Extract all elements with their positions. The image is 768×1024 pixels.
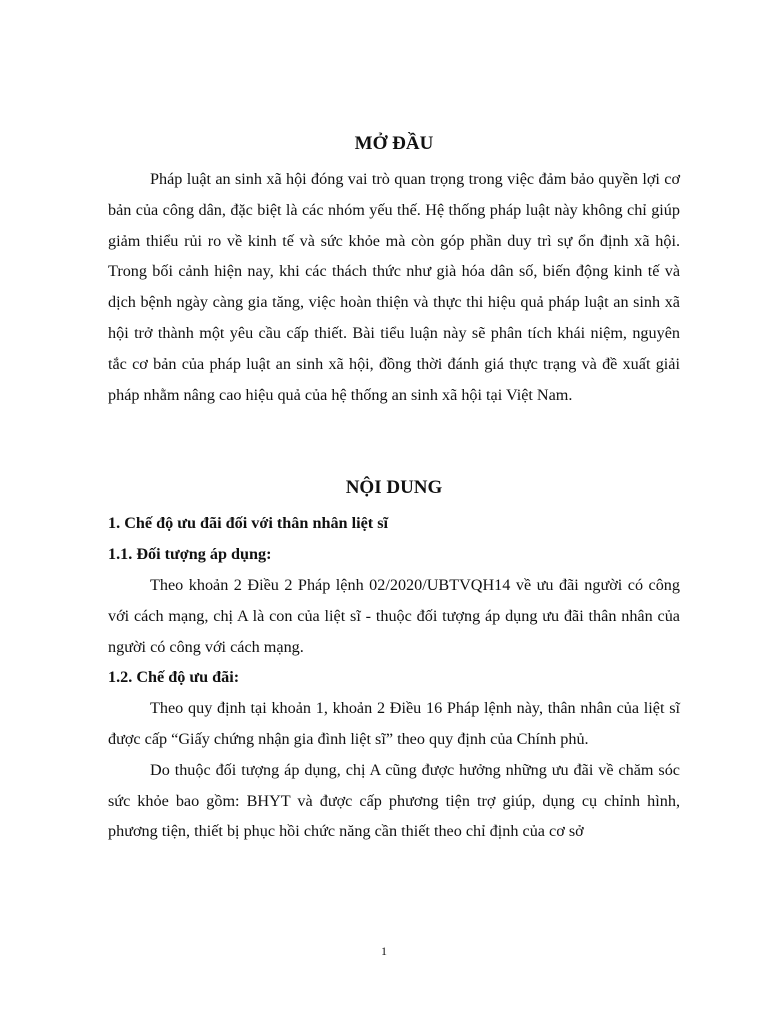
subsection-1-1-title: 1.1. Đối tượng áp dụng: bbox=[108, 545, 272, 564]
subsection-1-1-paragraph: Theo khoản 2 Điều 2 Pháp lệnh 02/2020/UBTVQH14 về ưu đãi người có công với cách mạng, chị A là con của liệt sĩ - thuộc đối tượng áp dụng ưu đãi thân nhân của người có công với cách mạng. bbox=[108, 575, 680, 656]
page-number: 1 bbox=[381, 944, 387, 958]
subsection-1-2-title: 1.2. Chế độ ưu đãi: bbox=[108, 668, 240, 687]
subsection-1-2-paragraph-2: Do thuộc đối tượng áp dụng, chị A cũng được hưởng những ưu đãi về chăm sóc sức khỏe bao gồm: BHYT và được cấp phương tiện trợ giúp, dụng cụ chỉnh hình, phương tiện, thiết bị phục hồi chức năng cần thiết theo chỉ định của cơ sở bbox=[108, 760, 680, 841]
page-content bbox=[108, 120, 680, 847]
subsection-1-2-paragraph-1: Theo quy định tại khoản 1, khoản 2 Điều 16 Pháp lệnh này, thân nhân của liệt sĩ được cấp “Giấy chứng nhận gia đình liệt sĩ” theo quy định của Chính phủ. bbox=[108, 699, 680, 748]
section-1-title: 1. Chế độ ưu đãi đối với thân nhân liệt sĩ bbox=[108, 514, 389, 533]
intro-heading: MỞ ĐẦU bbox=[354, 133, 434, 154]
body-heading: NỘI DUNG bbox=[345, 477, 443, 499]
intro-paragraph: Pháp luật an sinh xã hội đóng vai trò quan trọng trong việc đảm bảo quyền lợi cơ bản của công dân, đặc biệt là các nhóm yếu thế. Hệ thống pháp luật này không chỉ giúp giảm thiểu rủi ro về kinh tế và sức khỏe mà còn góp phần duy trì sự ổn định xã hội. Trong bối cảnh hiện nay, khi các thách thức như già hóa dân số, biến động kinh tế và dịch bệnh ngày càng gia tăng, việc hoàn thiện và thực thi hiệu quả pháp luật an sinh xã hội trở thành một yêu cầu cấp thiết. Bài tiểu luận này sẽ phân tích khái niệm, nguyên tắc cơ bản của pháp luật an sinh xã hội, đồng thời đánh giá thực trạng và đề xuất giải pháp nhằm nâng cao hiệu quả của hệ thống an sinh xã hội tại Việt Nam. bbox=[108, 170, 680, 404]
